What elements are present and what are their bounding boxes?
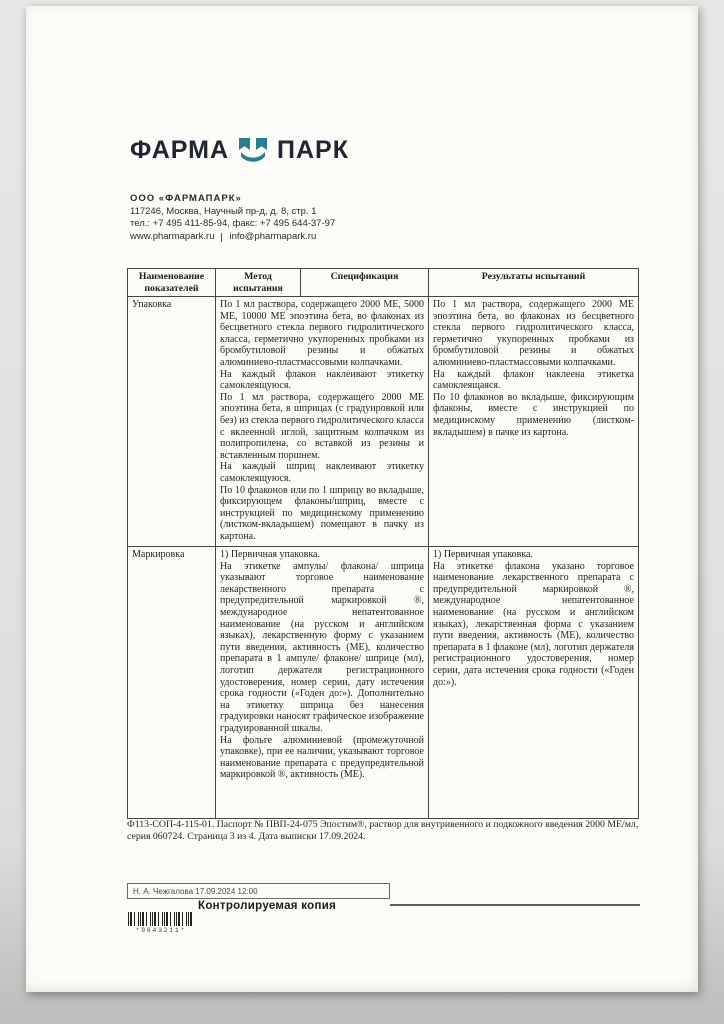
results-cell: 1) Первичная упаковка. На этикетке флакона указано торговое наименование лекарственного препарата с предупредительной маркировкой ®, международное непатентованное наименование (на русском и английском языках), лекарственная форма с указанием пути введения, активность (МЕ), количество препарата в 1 флаконе (мл), логотип держателя регистрационного удостоверения, номер серии, дата истечения срока годности («Годен до:»).: [429, 547, 639, 819]
row-name-cell: Маркировка: [128, 547, 216, 819]
row-name-cell: Упаковка: [128, 297, 216, 547]
specification-cell: 1) Первичная упаковка. На этикетке ампулы/ флакона/ шприца указывают торговое наименование лекарственного препарата с предупредительной маркировкой ®, международное непатентованное наименование (на русском и английском языках), лекарственную форму с указанием пути введения, активность (МЕ), количество препарата в 1 ампуле/ флаконе/ шприце (мл), логотип держателя регистрационного удостоверения, номер серии, дату истечения срока годности («Годен до:»). Дополнительно на этикетку шприца без нанесения градуировки наносят графическое изображение градуированной шкалы. На фольге алюминиевой (промежуточной упаковке), при ее наличии, указывают торговое наименование препарата с предупредительной маркировкой ®, активность (МЕ).: [216, 547, 429, 819]
stamp-line: [390, 904, 640, 906]
results-cell: По 1 мл раствора, содержащего 2000 МЕ эпоэтина бета, во флаконах из бесцветного стекла первого гидролитического класса, герметично укупоренных пробками из бромбутиловой резины и обжатых алюминиево-пластмассовыми колпачками. На каждый флакон наклеена этикетка самоклеящаяся. По 10 флаконов во вкладыше, фиксирующим флаконы, вместе с инструкцией по медицинскому применению (листком-вкладышем) в пачке из картона.: [429, 297, 639, 547]
col-header-specification: Спецификация: [301, 269, 429, 297]
company-name: ООО «ФАРМАПАРК»: [130, 193, 242, 204]
stamp-signature: Н. А. Чежгалова 17.09.2024 12:00: [133, 886, 258, 896]
pharmapark-logo-icon: [237, 137, 269, 164]
col-header-test-results: Результаты испытаний: [429, 269, 639, 297]
company-contacts: тел.: +7 495 411-85-94, факс: +7 495 644-37-97: [130, 218, 336, 230]
specification-cell: По 1 мл раствора, содержащего 2000 МЕ, 5000 МЕ, 10000 МЕ эпоэтина бета, во флаконах из бесцветного стекла первого гидролитического класса, герметично укупоренных пробками из бромбутиловой резины и обжатых алюминиево-пластмассовыми колпачками. На каждый флакон наклеивают этикетку самоклеящуюся. По 1 мл раствора, содержащего 2000 МЕ эпоэтина бета, в шприцах (с градуировкой или без) из стекла первого гидролитического класса с вклеенной иглой, защитным колпачком из полипропилена, со вставкой из резины и вставленным поршнем. На каждый шприц наклеивают этикетку самоклеящуюся. По 10 флаконов или по 1 шприцу во вкладыше, фиксирующем флаконы/шприц, вместе с инструкцией по медицинскому применению (листком-вкладышем) помещают в пачку из картона.: [216, 297, 429, 547]
signature-stamp-box: [127, 883, 390, 899]
company-website: www.pharmapark.ru: [130, 230, 215, 242]
document-page: [26, 6, 698, 992]
controlled-copy-label: Контролируемая копия: [198, 900, 337, 912]
table-header-row: [128, 269, 639, 297]
barcode: [128, 912, 194, 934]
col-header-indicator-name: Наименование показателей: [128, 269, 216, 297]
company-web-line: [130, 231, 335, 244]
table-row-marking: [128, 547, 639, 819]
company-email: info@pharmapark.ru: [229, 230, 317, 242]
table-row-packaging: [128, 297, 639, 547]
logo-text-farma: ФАРМА: [130, 136, 229, 164]
company-logo: [130, 136, 349, 165]
barcode-bars: [128, 912, 194, 926]
company-address: 117246, Москва, Научный пр-д, д. 8, стр. 1: [130, 205, 317, 217]
company-info: [130, 193, 335, 243]
barcode-text: *0643211*: [135, 927, 187, 934]
logo-text-park: ПАРК: [277, 136, 349, 164]
test-results-table: [127, 268, 639, 819]
document-footer-note: Ф113-СОП-4-115-01. Паспорт № ПВП-24-075 Эпостим®, раствор для внутривенного и подкожного введения 2000 МЕ/мл, серия 060724. Страница 3 из 4. Дата выписки 17.09.2024.: [127, 819, 639, 843]
divider: [221, 233, 222, 242]
col-header-test-method: Метод испытания: [216, 269, 301, 297]
